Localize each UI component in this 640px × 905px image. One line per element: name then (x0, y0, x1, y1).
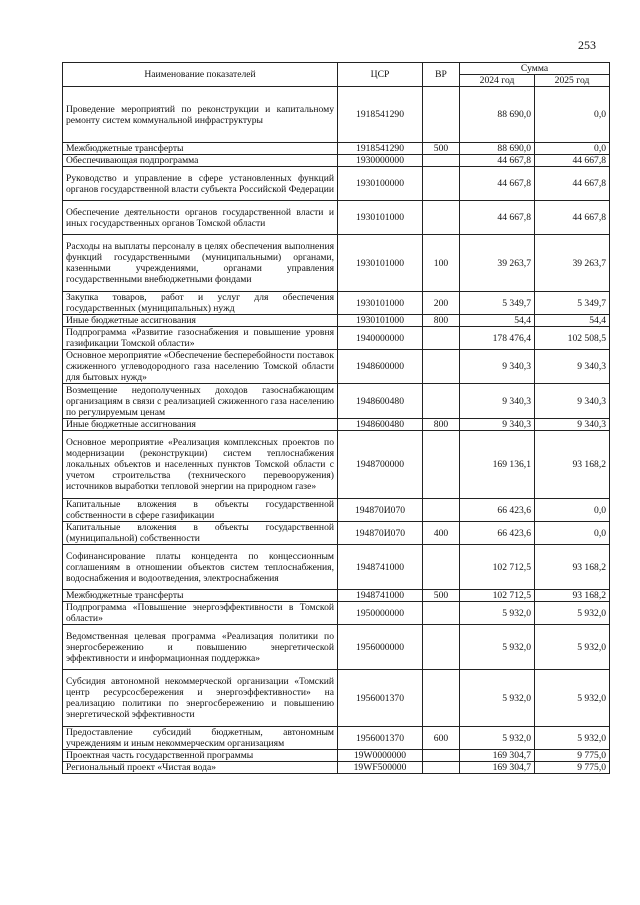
row-csr: 1930101000 (338, 315, 423, 327)
row-vr (423, 762, 460, 774)
row-vr (423, 350, 460, 384)
row-value-2024: 54,4 (460, 315, 535, 327)
row-value-2024: 102 712,5 (460, 545, 535, 590)
row-vr (423, 327, 460, 350)
row-value-2024: 66 423,6 (460, 499, 535, 522)
header-sum: Сумма (460, 63, 610, 75)
row-name: Закупка товаров, работ и услуг для обеспечения государственных (муниципальных) нужд (63, 292, 338, 315)
row-value-2024: 5 932,0 (460, 625, 535, 670)
row-value-2024: 169 304,7 (460, 750, 535, 762)
row-csr: 1948600480 (338, 419, 423, 431)
row-value-2024: 88 690,0 (460, 143, 535, 155)
table-row (63, 522, 610, 545)
row-csr: 1956001370 (338, 670, 423, 727)
table-body (63, 87, 610, 774)
row-value-2025: 44 667,8 (535, 155, 610, 167)
row-name: Подпрограмма «Повышение энергоэффективности в Томской области» (63, 602, 338, 625)
row-csr: 1930101000 (338, 201, 423, 235)
row-name: Подпрограмма «Развитие газоснабжения и повышение уровня газификации Томской области» (63, 327, 338, 350)
header-name: Наименование показателей (63, 63, 338, 87)
table-row (63, 87, 610, 143)
table-row (63, 327, 610, 350)
row-vr (423, 545, 460, 590)
row-name: Межбюджетные трансферты (63, 590, 338, 602)
row-csr: 1948600000 (338, 350, 423, 384)
row-value-2025: 54,4 (535, 315, 610, 327)
row-name: Проведение мероприятий по реконструкции и капитальному ремонту систем коммунальной инфраструктуры (63, 87, 338, 143)
row-name: Возмещение недополученных доходов газоснабжающим организациям в связи с реализацией сжиженного газа населению по регулируемым ценам (63, 384, 338, 419)
table-row (63, 350, 610, 384)
row-value-2025: 9 340,3 (535, 384, 610, 419)
row-value-2025: 9 340,3 (535, 350, 610, 384)
row-csr: 1940000000 (338, 327, 423, 350)
row-csr: 19WF500000 (338, 762, 423, 774)
table-row (63, 155, 610, 167)
row-value-2025: 5 932,0 (535, 625, 610, 670)
table-row (63, 762, 610, 774)
row-value-2024: 5 349,7 (460, 292, 535, 315)
row-name: Обеспечивающая подпрограмма (63, 155, 338, 167)
header-year-2024: 2024 год (460, 75, 535, 87)
row-csr: 1930100000 (338, 167, 423, 201)
row-name: Иные бюджетные ассигнования (63, 419, 338, 431)
row-value-2024: 66 423,6 (460, 522, 535, 545)
table-row (63, 419, 610, 431)
header-vr: ВР (423, 63, 460, 87)
row-vr: 200 (423, 292, 460, 315)
row-name: Обеспечение деятельности органов государственной власти и иных государственных органов Томской области (63, 201, 338, 235)
row-name: Руководство и управление в сфере установленных функций органов государственной власти субъекта Российской Федерации (63, 167, 338, 201)
row-name: Субсидия автономной некоммерческой организации «Томский центр ресурсосбережения и энергоэффективности» на реализацию политики по энергосбережению и повышению энергетической эффективности (63, 670, 338, 727)
row-value-2025: 93 168,2 (535, 545, 610, 590)
table-row (63, 750, 610, 762)
row-vr (423, 87, 460, 143)
row-vr (423, 384, 460, 419)
row-value-2025: 9 775,0 (535, 762, 610, 774)
row-value-2024: 169 136,1 (460, 431, 535, 499)
row-value-2024: 44 667,8 (460, 201, 535, 235)
row-name: Ведомственная целевая программа «Реализация политики по энергосбережению и повышению энергетической эффективности и информационная поддержка» (63, 625, 338, 670)
table-row (63, 143, 610, 155)
row-value-2024: 9 340,3 (460, 384, 535, 419)
row-name: Региональный проект «Чистая вода» (63, 762, 338, 774)
budget-table (62, 62, 610, 774)
header-row (63, 63, 610, 75)
row-value-2024: 44 667,8 (460, 167, 535, 201)
table-row (63, 235, 610, 292)
table-row (63, 292, 610, 315)
row-value-2024: 5 932,0 (460, 602, 535, 625)
table-row (63, 499, 610, 522)
row-csr: 1950000000 (338, 602, 423, 625)
row-value-2024: 9 340,3 (460, 419, 535, 431)
row-value-2025: 93 168,2 (535, 431, 610, 499)
row-vr (423, 499, 460, 522)
row-name: Межбюджетные трансферты (63, 143, 338, 155)
row-csr: 1956000000 (338, 625, 423, 670)
row-value-2025: 0,0 (535, 522, 610, 545)
row-value-2025: 0,0 (535, 87, 610, 143)
row-csr: 1948600480 (338, 384, 423, 419)
table-row (63, 625, 610, 670)
row-vr (423, 431, 460, 499)
table-row (63, 602, 610, 625)
row-value-2024: 169 304,7 (460, 762, 535, 774)
row-csr: 1948741000 (338, 590, 423, 602)
row-csr: 1956001370 (338, 727, 423, 750)
row-name: Капитальные вложения в объекты государственной собственности в сфере газификации (63, 499, 338, 522)
row-csr: 1930101000 (338, 235, 423, 292)
table-row (63, 670, 610, 727)
row-csr: 194870И070 (338, 499, 423, 522)
row-name: Капитальные вложения в объекты государственной (муниципальной) собственности (63, 522, 338, 545)
page-number: 253 (578, 38, 596, 52)
table-row (63, 384, 610, 419)
row-vr (423, 602, 460, 625)
row-value-2024: 5 932,0 (460, 670, 535, 727)
table-row (63, 167, 610, 201)
table-row (63, 201, 610, 235)
row-vr: 100 (423, 235, 460, 292)
row-vr: 500 (423, 143, 460, 155)
row-vr (423, 155, 460, 167)
row-vr: 400 (423, 522, 460, 545)
header-csr: ЦСР (338, 63, 423, 87)
row-csr: 1948700000 (338, 431, 423, 499)
row-csr: 1918541290 (338, 143, 423, 155)
row-csr: 1918541290 (338, 87, 423, 143)
row-value-2025: 9 340,3 (535, 419, 610, 431)
row-name: Основное мероприятие «Реализация комплексных проектов по модернизации (реконструкции) систем теплоснабжения локальных объектов и населенных пунктов Томской области с учетом строительства (технического перевооружения) источников выработки тепловой энергии на природном газе» (63, 431, 338, 499)
row-name: Иные бюджетные ассигнования (63, 315, 338, 327)
table-row (63, 590, 610, 602)
row-vr (423, 670, 460, 727)
row-value-2025: 93 168,2 (535, 590, 610, 602)
row-value-2025: 39 263,7 (535, 235, 610, 292)
row-value-2024: 5 932,0 (460, 727, 535, 750)
row-name: Софинансирование платы концедента по концессионным соглашениям в отношении объектов систем теплоснабжения, водоснабжения и водоотведения, электроснабжения (63, 545, 338, 590)
row-value-2025: 44 667,8 (535, 167, 610, 201)
row-value-2024: 39 263,7 (460, 235, 535, 292)
table-row (63, 431, 610, 499)
row-value-2025: 5 932,0 (535, 727, 610, 750)
row-vr (423, 625, 460, 670)
row-csr: 1948741000 (338, 545, 423, 590)
row-value-2025: 0,0 (535, 499, 610, 522)
row-name: Основное мероприятие «Обеспечение бесперебойности поставок сжиженного углеводородного газа населению Томской области для бытовых нужд» (63, 350, 338, 384)
row-vr: 600 (423, 727, 460, 750)
row-vr (423, 167, 460, 201)
row-vr (423, 750, 460, 762)
row-value-2025: 44 667,8 (535, 201, 610, 235)
row-name: Проектная часть государственной программы (63, 750, 338, 762)
row-vr: 500 (423, 590, 460, 602)
table-row (63, 545, 610, 590)
header-year-2025: 2025 год (535, 75, 610, 87)
row-value-2024: 9 340,3 (460, 350, 535, 384)
row-vr: 800 (423, 315, 460, 327)
row-csr: 1930101000 (338, 292, 423, 315)
row-name: Расходы на выплаты персоналу в целях обеспечения выполнения функций государственными (муниципальными) органами, казенными учреждениями, органами управления государственными внебюджетными фондами (63, 235, 338, 292)
row-value-2025: 102 508,5 (535, 327, 610, 350)
row-value-2025: 5 349,7 (535, 292, 610, 315)
row-value-2024: 88 690,0 (460, 87, 535, 143)
row-value-2025: 0,0 (535, 143, 610, 155)
row-csr: 194870И070 (338, 522, 423, 545)
table-row (63, 315, 610, 327)
row-value-2025: 5 932,0 (535, 602, 610, 625)
row-vr: 800 (423, 419, 460, 431)
row-value-2025: 9 775,0 (535, 750, 610, 762)
row-value-2025: 5 932,0 (535, 670, 610, 727)
row-value-2024: 102 712,5 (460, 590, 535, 602)
row-csr: 1930000000 (338, 155, 423, 167)
row-value-2024: 44 667,8 (460, 155, 535, 167)
table-row (63, 727, 610, 750)
row-vr (423, 201, 460, 235)
row-name: Предоставление субсидий бюджетным, автономным учреждениям и иным некоммерческим организациям (63, 727, 338, 750)
row-csr: 19W0000000 (338, 750, 423, 762)
row-value-2024: 178 476,4 (460, 327, 535, 350)
